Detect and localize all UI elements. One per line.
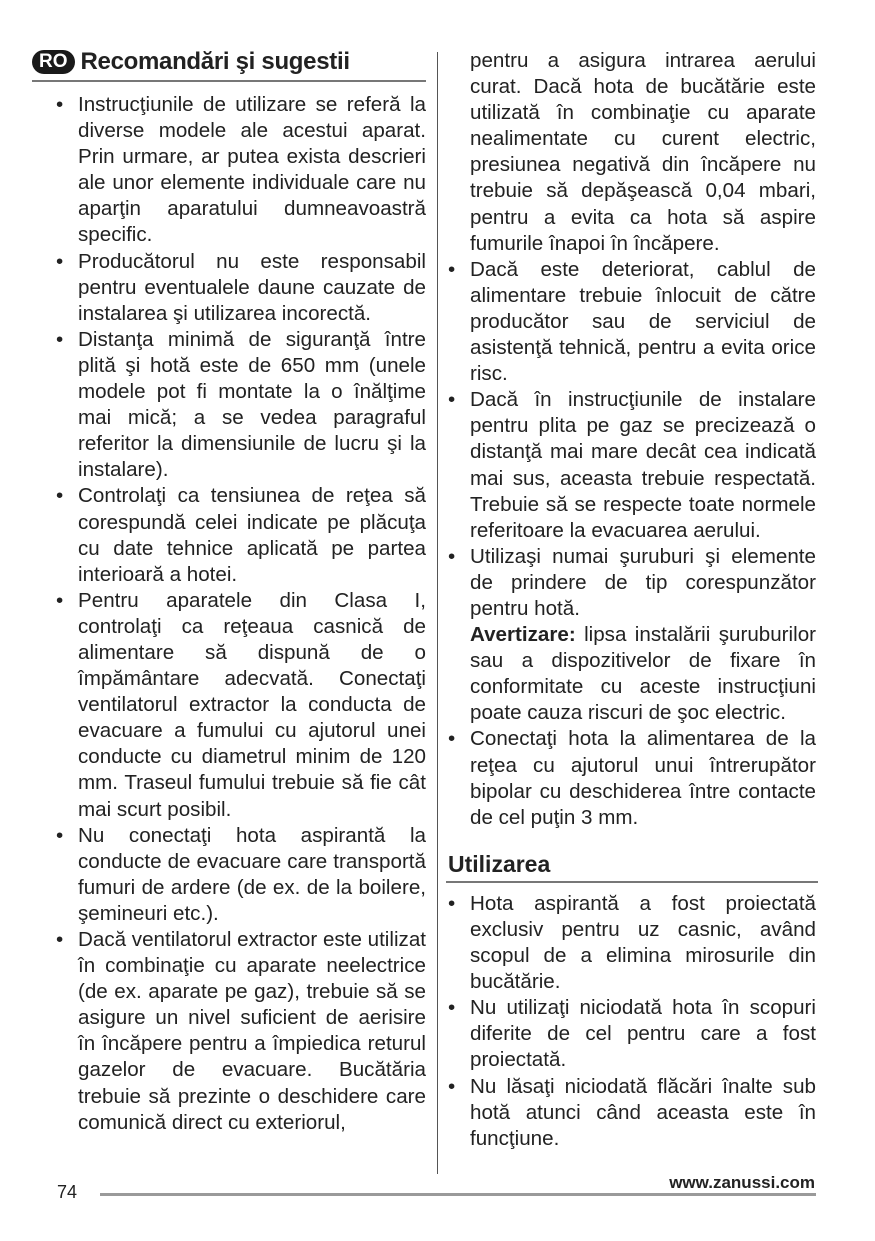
list-item: • Dacă ventilatorul extractor este utilizat în combinaţie cu aparate neelectrice (de ex. aparate pe gaz), trebuie să se asigure un nivel suficient de aerisire în încăpere pentru a împiedica returul gazelor de evacuare. Bucătăria trebuie să prezinte o deschidere care comunică direct cu exteriorul, — [54, 927, 426, 1136]
recommendations-list-end — [446, 726, 816, 830]
list-item: • Dacă în instrucţiunile de instalare pentru plita pe gaz se precizează o distanţă mai mare decât cea indicată mai sus, aceasta trebuie respectată. Trebuie să se respecte toate normele referitoare la evacuarea aerului. — [446, 387, 816, 544]
page-title: Recomandări şi sugestii — [80, 47, 350, 75]
language-badge: RO — [32, 50, 75, 74]
list-item: • Instrucţiunile de utilizare se referă la diverse modele ale acestui aparat. Prin urmare, ar putea exista descrieri ale unor elemente individuale care nu aparţin aparatului dumneavoastră specific. — [54, 92, 426, 249]
warning-text: lipsa instalării şuruburilor sau a dispozitivelor de fixare în conformitate cu aceste instrucţiuni poate cauza riscuri de şoc electric. — [470, 623, 816, 725]
list-item: • Conectaţi hota la alimentarea de la reţea cu ajutorul unui întrerupător bipolar cu deschiderea între contacte de cel puţin 3 mm. — [446, 726, 816, 830]
page-number: 74 — [57, 1182, 78, 1202]
list-item: • Distanţa minimă de siguranţă între plită şi hotă este de 650 mm (unele modele pot fi montate la o înălţime mai mică; a se vedea paragraful referitor la dimensiunile de lucru şi la instalare). — [54, 327, 426, 484]
list-item: • Nu utilizaţi niciodată hota în scopuri diferite de cel pentru care a fost proiectată. — [446, 995, 816, 1073]
list-item: • Utilizaşi numai şuruburi şi elemente de prindere de tip corespunzător pentru hotă. — [446, 544, 816, 622]
right-column — [446, 48, 816, 1152]
list-item: • Controlaţi ca tensiunea de reţea să corespundă celei indicate pe plăcuţa cu date tehnice aplicată pe partea interioară a hotei. — [54, 483, 426, 587]
website-link: www.zanussi.com — [669, 1173, 815, 1192]
recommendations-list-continued — [446, 257, 816, 622]
list-item: • Dacă este deteriorat, cablul de alimentare trebuie înlocuit de către producător sau de serviciul de asistenţă tehnică, pentru a evita orice risc. — [446, 257, 816, 387]
warning-label: Avertizare: — [470, 623, 576, 647]
column-divider — [437, 52, 438, 1174]
usage-rule — [446, 881, 818, 883]
usage-list — [446, 891, 816, 1152]
list-item: • Nu conectaţi hota aspirantă la conducte de evacuare care transportă fumuri de ardere (de ex. de la boilere, şemineuri etc.). — [54, 823, 426, 927]
section-header — [32, 46, 426, 78]
usage-heading: Utilizarea — [448, 850, 551, 877]
list-item: • Nu lăsaţi niciodată flăcări înalte sub hotă atunci când aceasta este în funcţiune. — [446, 1074, 816, 1152]
footer-rule — [100, 1193, 816, 1196]
list-item: • Pentru aparatele din Clasa I, controlaţi ca reţeaua casnică de alimentare să dispună de o împământare adecvată. Conectaţi ventilatorul extractor la conducta de evacuare a fumului cu ajutorul unei conducte cu diametrul minim de 120 mm. Traseul fumului trebuie să fie cât mai scurt posibil. — [54, 588, 426, 823]
continued-paragraph: pentru a asigura intrarea aerului curat. Dacă hota de bucătărie este utilizată în combinaţie cu aparate nealimentate cu curent electric, presiunea negativă din încăpere nu trebuie să depăşească 0,04 mbari, pentru a evita ca hota să aspire fumurile înapoi în încăpere. — [470, 49, 816, 255]
list-item: • Hota aspirantă a fost proiectată exclusiv pentru uz casnic, având scopul de a elimina mirosurile din bucătărie. — [446, 891, 816, 995]
left-column — [39, 46, 426, 1136]
warning-paragraph — [446, 622, 816, 726]
header-rule — [32, 80, 426, 82]
list-item: • Producătorul nu este responsabil pentru eventualele daune cauzate de instalarea şi utilizarea incorectă. — [54, 249, 426, 327]
recommendations-list — [54, 92, 426, 1136]
